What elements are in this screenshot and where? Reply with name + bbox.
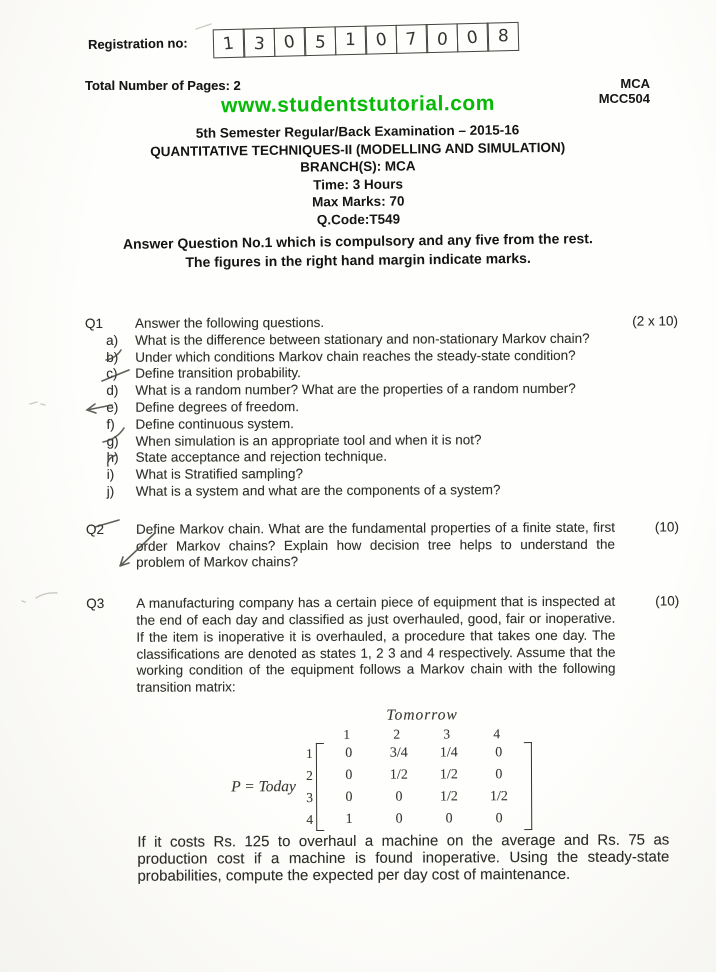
- subpart-label: a): [106, 332, 119, 348]
- title-block: [0, 119, 716, 232]
- subpart-text: Under which conditions Markov chain reaches the steady-state condition?: [135, 347, 576, 365]
- questions-section: [85, 313, 682, 885]
- subpart-label: g): [106, 433, 119, 449]
- question-body: [106, 314, 615, 501]
- registration-digit-cell: [456, 23, 489, 53]
- subpart-text: What is Stratified sampling?: [135, 466, 304, 482]
- question-3: [86, 594, 682, 886]
- question-number: Q1: [85, 315, 104, 331]
- subpart-label: h): [106, 450, 119, 466]
- registration-digit: 0: [435, 28, 448, 50]
- registration-digit: 8: [497, 25, 509, 46]
- title-line-qcode: Q.Code:T549: [316, 211, 401, 228]
- matrix-cell: 0: [395, 789, 403, 805]
- matrix-cell: 1/2: [439, 767, 458, 783]
- subpart-label: c): [106, 366, 118, 382]
- title-line-subject: QUANTITATIVE TECHNIQUES-II (MODELLING AND SIMULATION): [150, 139, 566, 159]
- registration-row: [88, 23, 519, 59]
- matrix-col-header: 4: [493, 726, 501, 742]
- question-number: Q3: [86, 596, 105, 612]
- instruction-line: The figures in the right hand margin indicate marks.: [185, 249, 531, 270]
- registration-digit: 5: [313, 31, 326, 53]
- registration-digit-cell: [395, 24, 428, 54]
- registration-digit: 0: [373, 28, 388, 51]
- registration-digit: 1: [221, 32, 235, 55]
- question-2: [86, 519, 681, 572]
- subpart-text: State acceptance and rejection technique.: [135, 449, 388, 466]
- matrix-row-header: 4: [306, 811, 314, 827]
- margin-smudge: [30, 402, 45, 405]
- matrix-col-header: 1: [343, 726, 351, 742]
- matrix-col-header: 2: [393, 726, 401, 742]
- subpart-label: i): [106, 467, 115, 483]
- question-text: Define Markov chain. What are the fundamental properties of a finite state, first order Markov chains? Explain how decision tree helps to understand the problem of Markov chains?: [135, 519, 616, 571]
- registration-digit-cell: [364, 25, 397, 55]
- matrix-cell: 0: [345, 767, 353, 783]
- title-line-marks: Max Marks: 70: [312, 193, 405, 210]
- subpart-label: e): [106, 399, 119, 415]
- matrix-cell: 0: [445, 811, 453, 827]
- question-intro: Answer the following questions.: [134, 314, 325, 331]
- title-line-branch: BRANCH(S): MCA: [300, 158, 416, 175]
- matrix-body: [313, 742, 532, 831]
- subpart-j: [107, 482, 615, 501]
- matrix-cell: 0: [495, 811, 503, 827]
- registration-digit: 0: [464, 26, 480, 49]
- question-number: Q2: [85, 521, 104, 537]
- matrix-cell: 3/4: [389, 745, 408, 761]
- question-body: [136, 519, 615, 571]
- registration-label: Registration no:: [87, 35, 188, 52]
- watermark-url: www.studentstutorial.com: [221, 91, 495, 118]
- subpart-text: Define transition probability.: [135, 365, 301, 382]
- matrix-values: [324, 742, 524, 831]
- right-bracket: [524, 742, 532, 830]
- matrix-cell: 0: [495, 745, 503, 761]
- matrix-row-headers: [301, 743, 313, 831]
- matrix-cell: 1/2: [489, 789, 508, 805]
- title-line-time: Time: 3 Hours: [313, 176, 404, 193]
- matrix-column-headers: [313, 726, 532, 743]
- matrix-cell: 0: [345, 789, 353, 805]
- matrix-cell: 1/4: [439, 745, 458, 761]
- registration-digit: 7: [404, 28, 418, 50]
- registration-digit-cell: [334, 26, 367, 56]
- registration-digit-cell: [273, 27, 306, 57]
- matrix-row-header: 3: [306, 789, 313, 805]
- question-1: [85, 313, 681, 500]
- question-body: [136, 593, 670, 885]
- subpart-text: What is a system and what are the components of a system?: [135, 482, 501, 499]
- margin-smudge: [22, 593, 57, 602]
- matrix-left-labels: [231, 743, 313, 831]
- subpart-label: f): [106, 416, 115, 432]
- question-marks: (2 x 10): [632, 313, 679, 329]
- subpart-label: b): [106, 349, 119, 365]
- registration-digit: 1: [344, 29, 356, 50]
- registration-digit-cell: [486, 22, 519, 52]
- question-text: A manufacturing company has a certain piece of equipment that is inspected at the end of each day and classified as just overhauled, good, fair or inoperative. If the item is inoperative it is overhauled, a procedure that takes one day. The classifications are denoted as states 1, 2 3 and 4 respectively. Assume that the working condition of the equipment follows a Markov chain with the following transition matrix:: [136, 593, 616, 695]
- matrix-row-header: 2: [306, 767, 313, 783]
- program-code: MCA: [620, 76, 650, 91]
- registration-boxes: [213, 22, 519, 58]
- question-followup-text: If it costs Rs. 125 to overhaul a machine on the average and Rs. 75 as production cost if a machine is found inoperative. Using the steady-state probabilities, compute the expected per day cost of maintenance.: [137, 831, 670, 885]
- subpart-label: j): [106, 483, 115, 499]
- paper-code: MCC504: [598, 91, 650, 106]
- matrix-cell: 0: [495, 767, 503, 783]
- total-pages: Total Number of Pages: 2: [85, 78, 241, 93]
- subpart-text: What is a random number? What are the properties of a random number?: [135, 381, 576, 398]
- registration-digit-cell: [212, 29, 245, 59]
- question-marks: (10): [655, 593, 680, 609]
- subpart-text: What is the difference between stationary and non-stationary Markov chain?: [135, 330, 590, 348]
- matrix-row-header: 1: [305, 745, 313, 761]
- matrix-cell: 1/2: [439, 789, 458, 805]
- matrix-left-label: P = Today: [231, 778, 296, 796]
- subpart-text: Define continuous system.: [135, 415, 294, 432]
- matrix-cell: 1: [345, 811, 353, 827]
- matrix-cell: 1/2: [389, 767, 408, 783]
- subpart-text: Define degrees of freedom.: [135, 399, 300, 415]
- matrix-top-label: Tomorrow: [386, 706, 458, 724]
- matrix-col-header: 3: [443, 726, 451, 742]
- question-marks: (10): [654, 519, 679, 535]
- matrix-cell: 0: [395, 811, 403, 827]
- matrix-cell: 0: [345, 745, 353, 761]
- registration-digit: 3: [252, 33, 265, 55]
- instruction-line: Answer Question No.1 which is compulsory and any five from the rest.: [122, 230, 593, 252]
- transition-matrix: [147, 706, 617, 832]
- registration-digit-cell: [303, 26, 336, 56]
- title-line-semester: 5th Semester Regular/Back Examination – 2015-16: [195, 122, 520, 141]
- registration-digit-cell: [242, 28, 275, 58]
- instructions-block: [0, 228, 716, 274]
- registration-digit: 0: [282, 31, 297, 53]
- subpart-label: d): [106, 383, 119, 399]
- registration-digit-cell: [425, 23, 458, 53]
- subpart-text: When simulation is an appropriate tool and when it is not?: [135, 431, 482, 449]
